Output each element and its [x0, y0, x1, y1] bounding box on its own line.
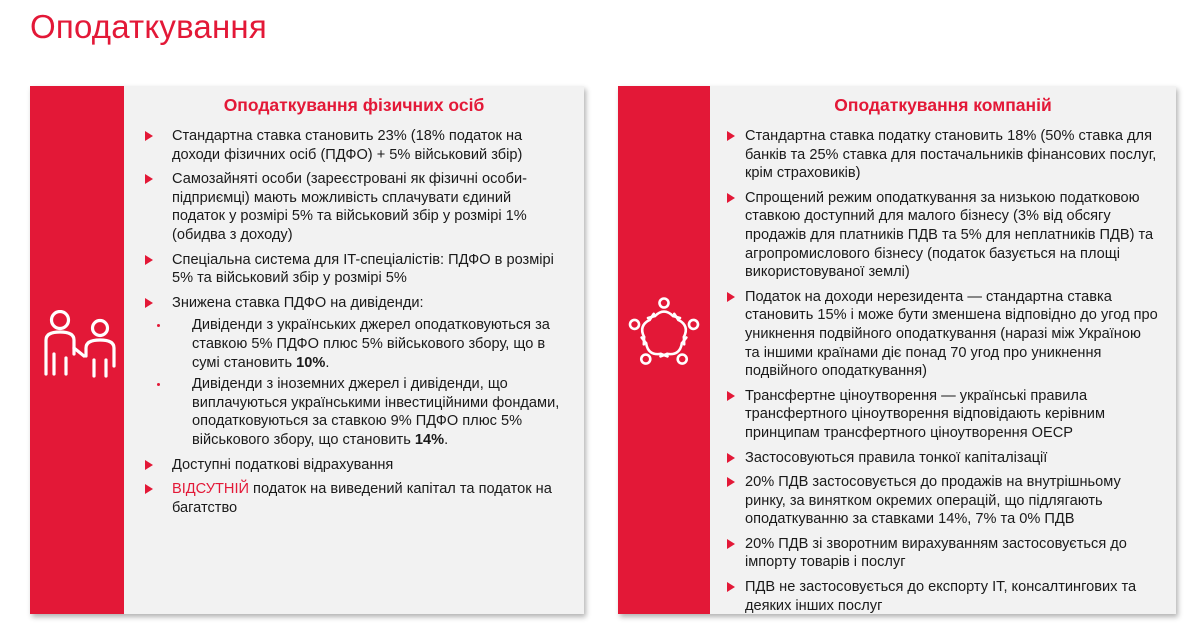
arrow-bullet-icon	[145, 298, 153, 308]
absent-highlight: ВІДСУТНІЙ	[172, 481, 249, 498]
list-item	[745, 473, 1158, 529]
list-item-text: Спрощений режим оподаткування за низькою податковою ставкою доступний для малого бізнесу (3% від обсягу продажів для платників ПДВ та 5% для неплатників ПДВ) та агропромислового бізнесу (податок базується на площі використовуваної землі)	[745, 189, 1154, 281]
arrow-bullet-icon	[727, 582, 735, 592]
list-item-text: Податок на доходи нерезидента — стандартна ставка становить 15% і може бути зменшена відповідно до угод про уникнення подвійного оподаткування (наразі між Україною та іншими країнами діє понад 70 угод про уникнення подвійного оподаткування)	[745, 288, 1158, 380]
sub-list-item	[172, 316, 562, 372]
arrow-bullet-icon	[145, 460, 153, 470]
list-item	[745, 288, 1158, 381]
list-item-text: Застосовуються правила тонкої капіталізації	[745, 449, 1048, 466]
list-item-text: Спеціальна система для IT-спеціалістів: ПДФО в розмірі 5% та військовий збір у розмірі 5%	[172, 251, 554, 287]
list-item-text: 20% ПДВ застосовується до продажів на внутрішньому ринку, за винятком окремих операцій, що підлягають оподаткуванню за ставками 14%, 7% та 0% ПДВ	[745, 474, 1121, 528]
list-item	[745, 387, 1158, 443]
list-item	[745, 189, 1158, 282]
page-title: Оподаткування	[30, 8, 267, 45]
arrow-bullet-icon	[145, 174, 153, 184]
people-icon	[36, 310, 120, 390]
list-item	[172, 251, 562, 288]
sub-item-text: Дивіденди з іноземних джерел і дивіденди, що виплачуються українськими інвестиційними фондами, оподатковуються за ставкою 9% ПДФО плюс 5% військового збору, що становить	[192, 376, 560, 448]
list-item-text: Стандартна ставка податку становить 18% (50% ставка для банків та 25% ставка для постачальників фінансових послуг, крім страховиків)	[745, 128, 1157, 182]
sub-item-bold-value: 10%	[296, 354, 326, 371]
arrow-bullet-icon	[727, 131, 735, 141]
list-item-text: Трансфертне ціноутворення — українські правила трансфертного ціноутворення відповідають керівним принципам трансфертного ціноутворення ОЕСР	[745, 387, 1105, 441]
list-item-text: Доступні податкові відрахування	[172, 456, 394, 473]
arrow-bullet-icon	[145, 255, 153, 265]
sub-item-end: .	[325, 354, 330, 371]
list-item-text: ПДВ не застосовується до експорту IT, консалтингових та деяких інших послуг	[745, 579, 1137, 614]
individual-taxation-title: Оподаткування фізичних осіб	[223, 95, 485, 115]
sub-item-end: .	[444, 431, 449, 448]
arrow-bullet-icon	[727, 477, 735, 487]
arrow-bullet-icon	[145, 484, 153, 494]
arrow-bullet-icon	[727, 193, 735, 203]
arrow-bullet-icon	[727, 391, 735, 401]
right-accent-band	[618, 86, 710, 614]
list-item	[745, 127, 1158, 183]
left-accent-band	[30, 86, 124, 614]
arrow-bullet-icon	[145, 131, 153, 141]
corporate-taxation-title: Оподаткування компаній	[834, 95, 1052, 115]
list-item-text: Самозайняті особи (зареєстровані як фізичні особи-підприємці) мають можливість сплачувати єдиний податок у розмірі 5% та військовий збір у розмірі 1% (обидва з доходу)	[172, 171, 528, 243]
list-item	[745, 578, 1158, 615]
people-circle-icon	[624, 294, 704, 374]
sub-item-text: Дивіденди з українських джерел оподатковуються за ставкою 5% ПДФО плюс 5% військового збору, що в сумі становить	[192, 317, 550, 371]
list-item	[745, 449, 1158, 468]
list-item-text: податок на виведений капітал та податок на багатство	[172, 481, 552, 516]
individual-taxation-panel	[30, 86, 584, 614]
dot-bullet-icon	[157, 383, 160, 386]
sub-list-item	[172, 375, 562, 449]
list-item-text: 20% ПДВ зі зворотним вирахуванням застосовується до імпорту товарів і послуг	[745, 535, 1127, 571]
list-item-text: Стандартна ставка становить 23% (18% податок на доходи фізичних осіб (ПДФО) + 5% військовий збір)	[172, 128, 523, 163]
arrow-bullet-icon	[727, 292, 735, 302]
list-item	[172, 480, 562, 517]
corporate-taxation-panel	[618, 86, 1176, 614]
list-item	[172, 456, 562, 475]
arrow-bullet-icon	[727, 539, 735, 549]
sub-item-bold-value: 14%	[414, 431, 445, 448]
list-item	[172, 127, 562, 164]
list-item	[745, 535, 1158, 572]
list-item	[172, 170, 562, 244]
list-item-text: Знижена ставка ПДФО на дивіденди:	[172, 294, 424, 311]
arrow-bullet-icon	[727, 453, 735, 463]
list-item	[172, 294, 562, 450]
dot-bullet-icon	[157, 324, 160, 327]
